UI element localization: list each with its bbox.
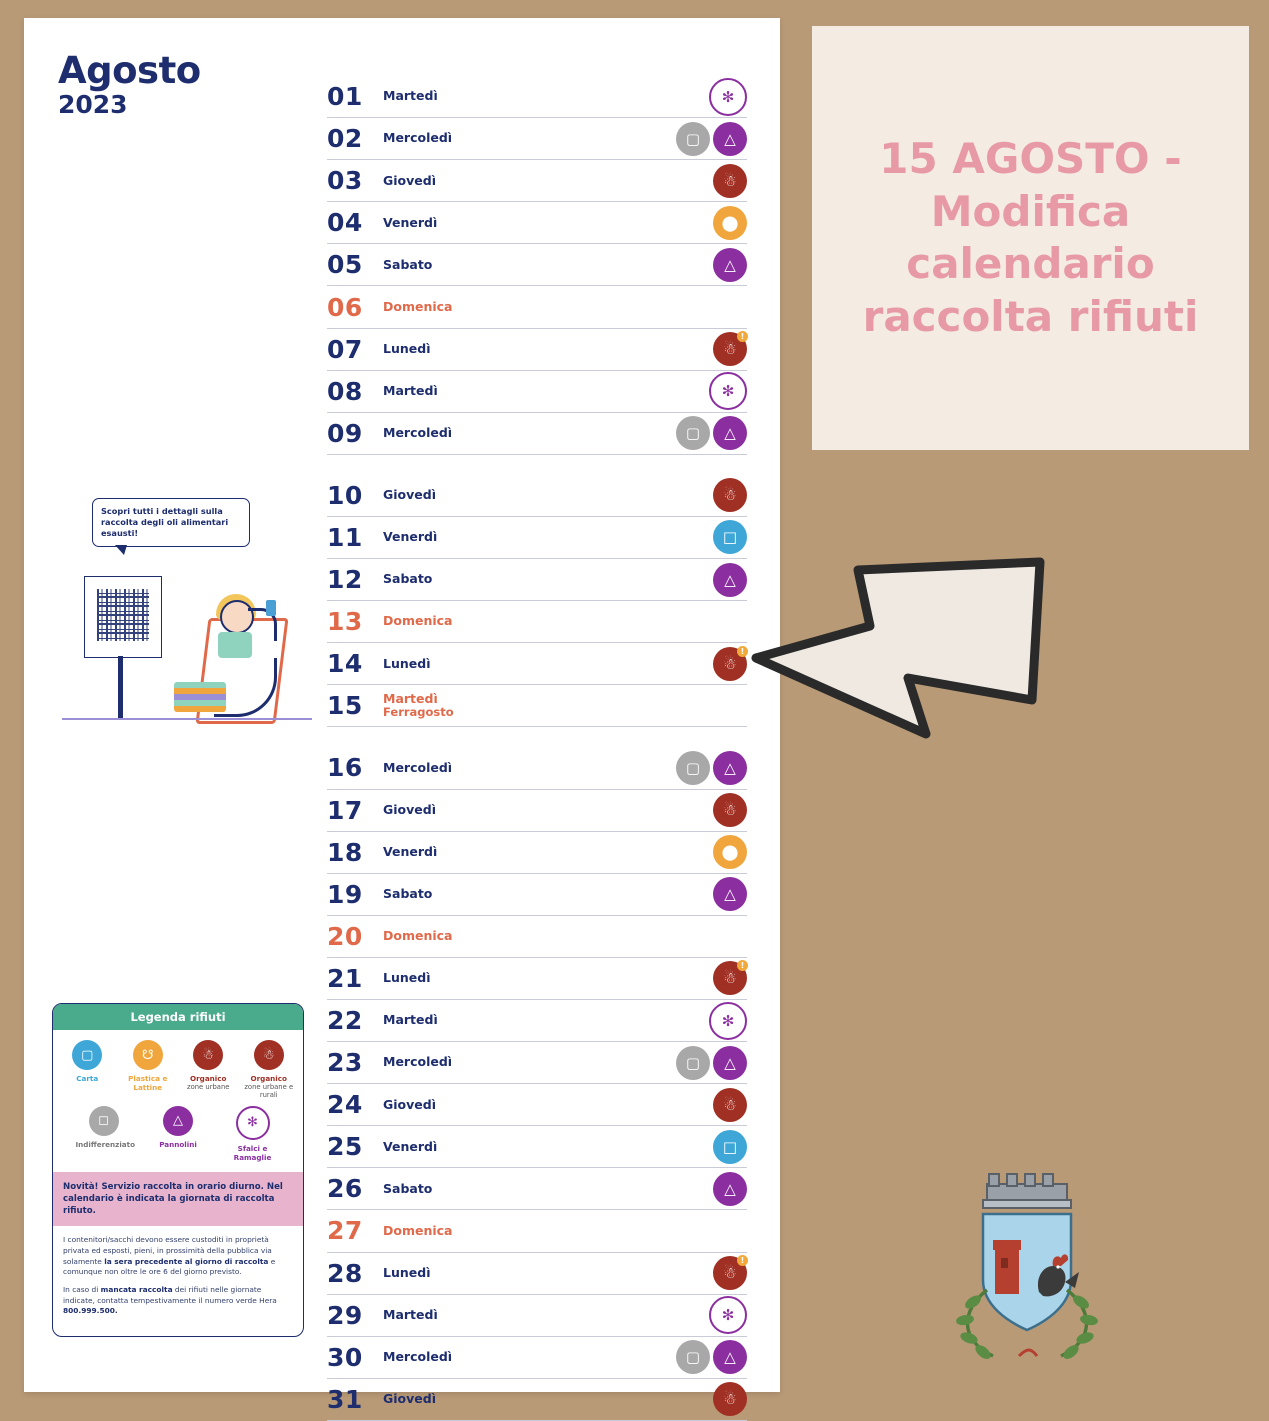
day-name: Giovedì [383, 1391, 436, 1407]
day-row [327, 286, 747, 328]
day-name: Lunedì [383, 340, 431, 356]
day-number: 27 [327, 1216, 363, 1246]
day-name: Giovedì [383, 172, 436, 188]
day-label-block [383, 1140, 437, 1154]
day-row [327, 790, 747, 832]
day-row [327, 118, 747, 160]
day-number: 15 [327, 691, 363, 721]
indifferenziato-icon: ▢ [676, 1046, 710, 1080]
legend-sublabel-organico-rurale: zone urbane e rurali [244, 1083, 294, 1100]
day-label-block [383, 1350, 452, 1364]
day-icons [713, 332, 747, 366]
day-row [327, 371, 747, 413]
pannolini-icon: △ [713, 248, 747, 282]
day-row [327, 1126, 747, 1168]
day-number: 14 [327, 649, 363, 679]
day-name: Domenica [383, 928, 453, 944]
day-label-block [383, 89, 438, 103]
day-name: Sabato [383, 571, 433, 587]
day-number: 24 [327, 1090, 363, 1120]
day-number: 04 [327, 208, 363, 238]
day-name: Giovedì [383, 801, 436, 817]
day-name: Giovedì [383, 487, 436, 503]
day-icons [713, 835, 747, 869]
day-number: 19 [327, 879, 363, 909]
calendar-sheet [24, 18, 780, 1414]
day-row [327, 329, 747, 371]
daytime-service-badge-icon: ! [737, 960, 748, 971]
pannolini-icon: △ [713, 1046, 747, 1080]
day-icons [709, 372, 747, 410]
day-icons [709, 78, 747, 116]
day-label-block [383, 342, 430, 356]
day-number: 10 [327, 480, 363, 510]
day-name: Mercoledì [383, 425, 453, 441]
legend-sublabel-organico-urbano: zone urbane [187, 1083, 230, 1091]
day-row [327, 202, 747, 244]
day-icons [713, 1382, 747, 1416]
day-name: Mercoledì [383, 759, 453, 775]
day-number: 31 [327, 1384, 363, 1414]
legend-note-1 [63, 1235, 293, 1278]
day-label-block [383, 845, 437, 859]
day-number: 02 [327, 124, 363, 154]
day-name: Mercoledì [383, 130, 453, 146]
day-list [327, 76, 747, 1421]
day-icons [676, 416, 747, 450]
day-icons [713, 206, 747, 240]
day-name: Martedì [383, 88, 438, 104]
day-number: 07 [327, 334, 363, 364]
qr-code-icon[interactable] [97, 589, 149, 641]
organico-urbano-icon: ☃ [193, 1040, 223, 1070]
day-label-block [383, 971, 430, 985]
day-number: 21 [327, 963, 363, 993]
day-row [327, 1337, 747, 1379]
day-row [327, 517, 747, 559]
day-icons [713, 793, 747, 827]
legend-item-indifferenziato [75, 1106, 136, 1162]
pannolini-icon: △ [163, 1106, 193, 1136]
day-label-block [383, 572, 432, 586]
day-icons [709, 1002, 747, 1040]
organico-rurale-icon: ☃ [713, 1088, 747, 1122]
day-number: 08 [327, 376, 363, 406]
day-label-block [383, 657, 430, 671]
day-number: 01 [327, 82, 363, 112]
carta-icon: ▢ [72, 1040, 102, 1070]
legend-item-carta [59, 1040, 115, 1100]
poster-note-text: 15 AGOSTO - Modifica calendario raccolta rifiuti [862, 134, 1199, 341]
month-title-block [58, 49, 201, 119]
day-label-block [383, 803, 436, 817]
sfalci-icon: ✻ [709, 1002, 747, 1040]
poster-note [812, 26, 1249, 450]
phone-icon [266, 600, 276, 616]
day-row [327, 1295, 747, 1337]
legend-note-2-b: mancata raccolta [100, 1285, 173, 1294]
qr-sign-post [118, 656, 123, 718]
pannolini-icon: △ [713, 563, 747, 597]
day-name: Venerdì [383, 214, 438, 230]
day-icons [713, 478, 747, 512]
day-icons [676, 1046, 747, 1080]
day-row [327, 413, 747, 455]
day-number: 20 [327, 921, 363, 951]
day-name: Giovedì [383, 1096, 436, 1112]
day-row [327, 244, 747, 286]
daytime-service-badge-icon: ! [737, 646, 748, 657]
legend-row-secondary [53, 1104, 303, 1172]
day-name: Sabato [383, 886, 433, 902]
legend-label-sfalci: Sfalci e Ramaglie [233, 1143, 272, 1162]
day-label-block [383, 300, 453, 314]
day-label-block [383, 929, 453, 943]
day-name: Venerdì [383, 843, 438, 859]
legend-header: Legenda rifiuti [53, 1004, 303, 1030]
pannolini-icon: △ [713, 122, 747, 156]
day-number: 12 [327, 565, 363, 595]
day-row [327, 1253, 747, 1295]
day-icons [713, 1130, 747, 1164]
legend-note-2-c: dei rifiuti nelle giornate indicate, contatta tempestivamente il numero verde Hera [63, 1285, 277, 1305]
day-holiday-name: Ferragosto [383, 705, 454, 720]
day-row [327, 1084, 747, 1126]
legend-label-organico-urbano: Organico [190, 1074, 227, 1083]
carta-icon: □ [713, 520, 747, 554]
day-name: Sabato [383, 1180, 433, 1196]
speech-bubble: Scopri tutti i dettagli sulla raccolta degli oli alimentari esausti! [92, 498, 250, 547]
legend-item-organico-rurale [241, 1040, 297, 1100]
day-label-block [383, 131, 452, 145]
organico-urbano-icon: ☃ ! [713, 961, 747, 995]
carta-icon: □ [713, 1130, 747, 1164]
shield-icon [983, 1214, 1079, 1330]
legend-note-1-b: la sera precedente al giorno di raccolta [104, 1256, 269, 1266]
pannolini-icon: △ [713, 1340, 747, 1374]
organico-rurale-icon: ☃ [713, 793, 747, 827]
legend-label-indifferenziato: Indifferenziato [75, 1139, 136, 1149]
beach-person-illustration [174, 590, 294, 720]
sfalci-icon: ✻ [236, 1106, 270, 1140]
day-number: 28 [327, 1258, 363, 1288]
day-icons [713, 248, 747, 282]
legend-note-2-d: 800.999.500. [63, 1306, 118, 1316]
day-label-block [383, 530, 437, 544]
illustration [62, 498, 312, 818]
legend-box [52, 1003, 304, 1337]
day-label-block [383, 887, 432, 901]
day-name: Mercoledì [383, 1054, 453, 1070]
pannolini-icon: △ [713, 1172, 747, 1206]
day-name: Venerdì [383, 1138, 438, 1154]
crown-icon [983, 1174, 1071, 1208]
day-row [327, 1210, 747, 1252]
legend-label-plastica: Plastica e Lattine [128, 1074, 168, 1092]
day-icons [676, 122, 747, 156]
day-row [327, 643, 747, 685]
indifferenziato-icon: ▢ [676, 416, 710, 450]
day-number: 29 [327, 1300, 363, 1330]
day-number: 06 [327, 292, 363, 322]
organico-urbano-icon: ☃ ! [713, 332, 747, 366]
day-number: 18 [327, 837, 363, 867]
legend-notes [53, 1226, 303, 1336]
day-icons [713, 1172, 747, 1206]
day-row [327, 747, 747, 789]
day-name: Venerdì [383, 529, 438, 545]
day-label-block [383, 426, 452, 440]
legend-item-plastica [120, 1040, 176, 1100]
legend-label-pannolini: Pannolini [159, 1139, 197, 1149]
legend-note-2-a: In caso di [63, 1285, 101, 1294]
day-label-block [383, 761, 452, 775]
day-row [327, 76, 747, 118]
legend-row-primary [53, 1030, 303, 1104]
day-row [327, 685, 747, 727]
day-label-block [383, 1266, 430, 1280]
day-label-block [383, 1055, 452, 1069]
day-name: Domenica [383, 613, 453, 629]
day-row [327, 475, 747, 517]
day-number: 16 [327, 753, 363, 783]
organico-rurale-icon: ☃ [713, 478, 747, 512]
day-row [327, 601, 747, 643]
day-name: Domenica [383, 1222, 453, 1238]
day-label-block [383, 1098, 436, 1112]
day-label-block [383, 692, 454, 720]
legend-label-organico-rurale: Organico [250, 1074, 287, 1083]
day-row [327, 832, 747, 874]
day-name: Sabato [383, 256, 433, 272]
day-label-block [383, 614, 453, 628]
day-number: 30 [327, 1342, 363, 1372]
ground-line [62, 718, 312, 720]
day-label-block [383, 258, 432, 272]
indifferenziato-icon: ▢ [676, 122, 710, 156]
pannolini-icon: △ [713, 877, 747, 911]
day-label-block [383, 1392, 436, 1406]
month-year: 2023 [58, 90, 128, 119]
day-row [327, 1379, 747, 1421]
day-label-block [383, 1182, 432, 1196]
day-number: 09 [327, 418, 363, 448]
day-name: Martedì [383, 691, 438, 707]
day-name: Lunedì [383, 970, 431, 986]
day-name: Martedì [383, 1306, 438, 1322]
day-number: 17 [327, 795, 363, 825]
day-icons [713, 164, 747, 198]
legend-note-1-c: e comunque non oltre le ore 6 del giorno previsto. [63, 1256, 276, 1277]
day-icons [713, 877, 747, 911]
indifferenziato-icon: ▢ [676, 751, 710, 785]
legend-item-organico-urbano [180, 1040, 236, 1100]
day-name: Mercoledì [383, 1349, 453, 1365]
day-label-block [383, 488, 436, 502]
day-row [327, 1000, 747, 1042]
legend-item-pannolini [150, 1106, 206, 1162]
day-icons [676, 751, 747, 785]
day-number: 05 [327, 250, 363, 280]
indifferenziato-icon: ▢ [676, 1340, 710, 1374]
day-row [327, 559, 747, 601]
day-row [327, 1168, 747, 1210]
day-label-block [383, 216, 437, 230]
pannolini-icon: △ [713, 416, 747, 450]
day-name: Lunedì [383, 655, 431, 671]
day-row [327, 874, 747, 916]
arrow-pointing-left [740, 548, 1050, 748]
organico-rurale-icon: ☃ [713, 1382, 747, 1416]
day-icons [713, 961, 747, 995]
pannolini-icon: △ [713, 751, 747, 785]
legend-item-sfalci [225, 1106, 281, 1162]
day-number: 26 [327, 1174, 363, 1204]
day-number: 11 [327, 522, 363, 552]
sfalci-icon: ✻ [709, 1296, 747, 1334]
day-row [327, 916, 747, 958]
day-icons [676, 1340, 747, 1374]
plastica-icon: ⬤ [713, 835, 747, 869]
day-number: 03 [327, 166, 363, 196]
day-row [327, 160, 747, 202]
day-row [327, 958, 747, 1000]
day-row [327, 1042, 747, 1084]
day-number: 25 [327, 1132, 363, 1162]
coat-of-arms [935, 1170, 1120, 1370]
day-list-spacer [327, 455, 747, 475]
legend-note-2 [63, 1285, 293, 1317]
swimsuit-icon [218, 632, 252, 658]
sfalci-icon: ✻ [709, 372, 747, 410]
day-icons [709, 1296, 747, 1334]
day-label-block [383, 174, 436, 188]
organico-rurale-icon: ☃ [713, 164, 747, 198]
plastica-icon: ☋ [133, 1040, 163, 1070]
legend-note-1-a: I contenitori/sacchi devono essere custoditi in proprietà privata ed esposti, pieni, in prossimità della pubblica via solamente [63, 1235, 272, 1266]
day-name: Lunedì [383, 1264, 431, 1280]
day-number: 23 [327, 1048, 363, 1078]
month-name: Agosto [58, 49, 201, 92]
day-number: 22 [327, 1006, 363, 1036]
legend-label-carta: Carta [76, 1074, 99, 1083]
legend-notice: Novità! Servizio raccolta in orario diurno. Nel calendario è indicata la giornata di raccolta rifiuto. [53, 1172, 303, 1226]
day-list-spacer [327, 727, 747, 747]
day-icons [713, 1256, 747, 1290]
organico-rurale-icon: ☃ [254, 1040, 284, 1070]
organico-urbano-icon: ☃ ! [713, 1256, 747, 1290]
organico-urbano-icon: ☃ ! [713, 647, 747, 681]
daytime-service-badge-icon: ! [737, 1255, 748, 1266]
day-name: Martedì [383, 1012, 438, 1028]
plastica-icon: ⬤ [713, 206, 747, 240]
day-label-block [383, 1308, 438, 1322]
indifferenziato-icon: ◻ [89, 1106, 119, 1136]
sfalci-icon: ✻ [709, 78, 747, 116]
qr-sign [84, 576, 162, 658]
day-name: Domenica [383, 298, 453, 314]
day-number: 13 [327, 607, 363, 637]
day-label-block [383, 1224, 453, 1238]
daytime-service-badge-icon: ! [737, 331, 748, 342]
day-icons [713, 1088, 747, 1122]
day-name: Martedì [383, 383, 438, 399]
day-label-block [383, 1013, 438, 1027]
day-label-block [383, 384, 438, 398]
